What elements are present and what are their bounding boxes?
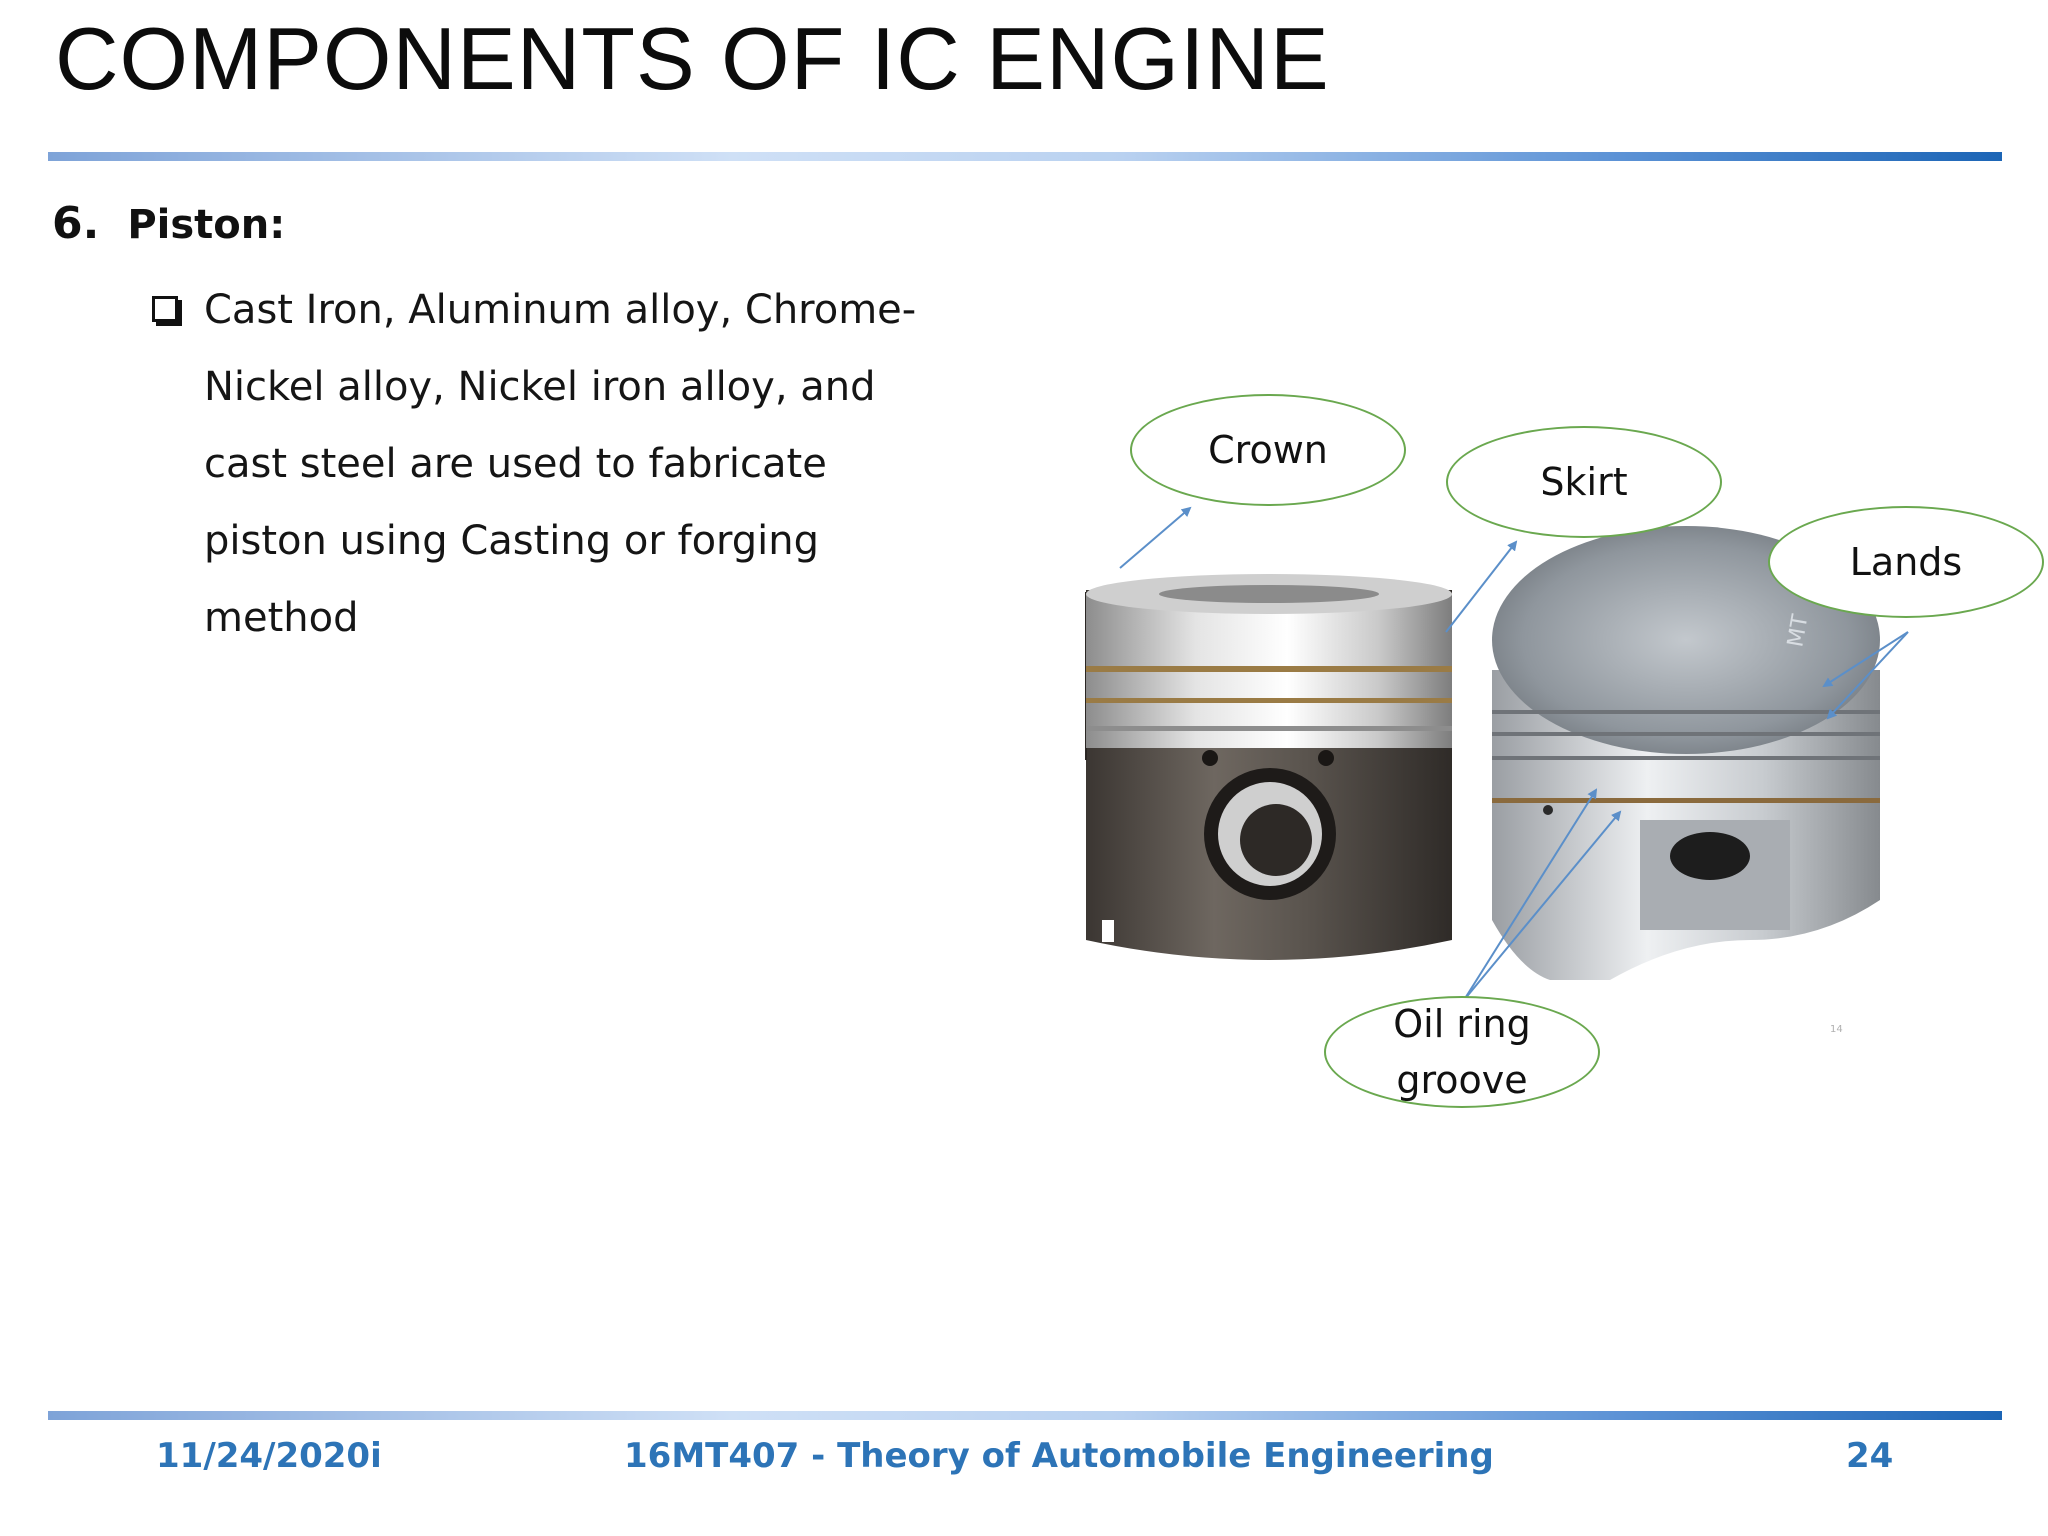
- section-label: Piston:: [127, 202, 286, 248]
- image-page-mark: 14: [1830, 1024, 1843, 1035]
- bullet-line: Nickel alloy, Nickel iron alloy, and: [204, 364, 876, 410]
- skirt-label: Skirt: [1540, 460, 1628, 504]
- lands-callout: [1768, 506, 2044, 618]
- piston-figure: [1080, 380, 2048, 1150]
- crown-stamp: MT: [1783, 612, 1814, 650]
- bullet-line: Cast Iron, Aluminum alloy, Chrome-: [204, 287, 917, 333]
- oil-ring-groove-callout: [1324, 996, 1600, 1108]
- slide-title: COMPONENTS OF IC ENGINE: [55, 9, 1330, 108]
- checkbox-bullet-icon: [152, 296, 178, 322]
- bullet-line: cast steel are used to fabricate: [204, 441, 827, 487]
- crown-label: Crown: [1208, 428, 1328, 472]
- crown-callout: [1130, 394, 1406, 506]
- section-number: 6.: [52, 198, 100, 249]
- left-piston: [1086, 574, 1452, 960]
- title-divider: [48, 152, 2002, 161]
- section-heading: [52, 198, 285, 249]
- footer-course-title: 16MT407 - Theory of Automobile Engineering: [624, 1436, 1494, 1476]
- oil-ring-groove-label-line1: Oil ring: [1393, 1002, 1531, 1046]
- lands-label: Lands: [1849, 540, 1963, 584]
- oil-ring-groove-label-line2: groove: [1396, 1058, 1528, 1102]
- footer-date: 11/24/2020i: [156, 1436, 382, 1476]
- bullet-line: piston using Casting or forging: [204, 518, 820, 564]
- bullet-paragraph: [204, 272, 916, 657]
- footer-divider: [48, 1411, 2002, 1420]
- skirt-callout: [1446, 426, 1722, 538]
- bullet-line: method: [204, 595, 359, 641]
- footer-page-number: 24: [1846, 1436, 1894, 1476]
- crown-arrow: [1120, 508, 1190, 568]
